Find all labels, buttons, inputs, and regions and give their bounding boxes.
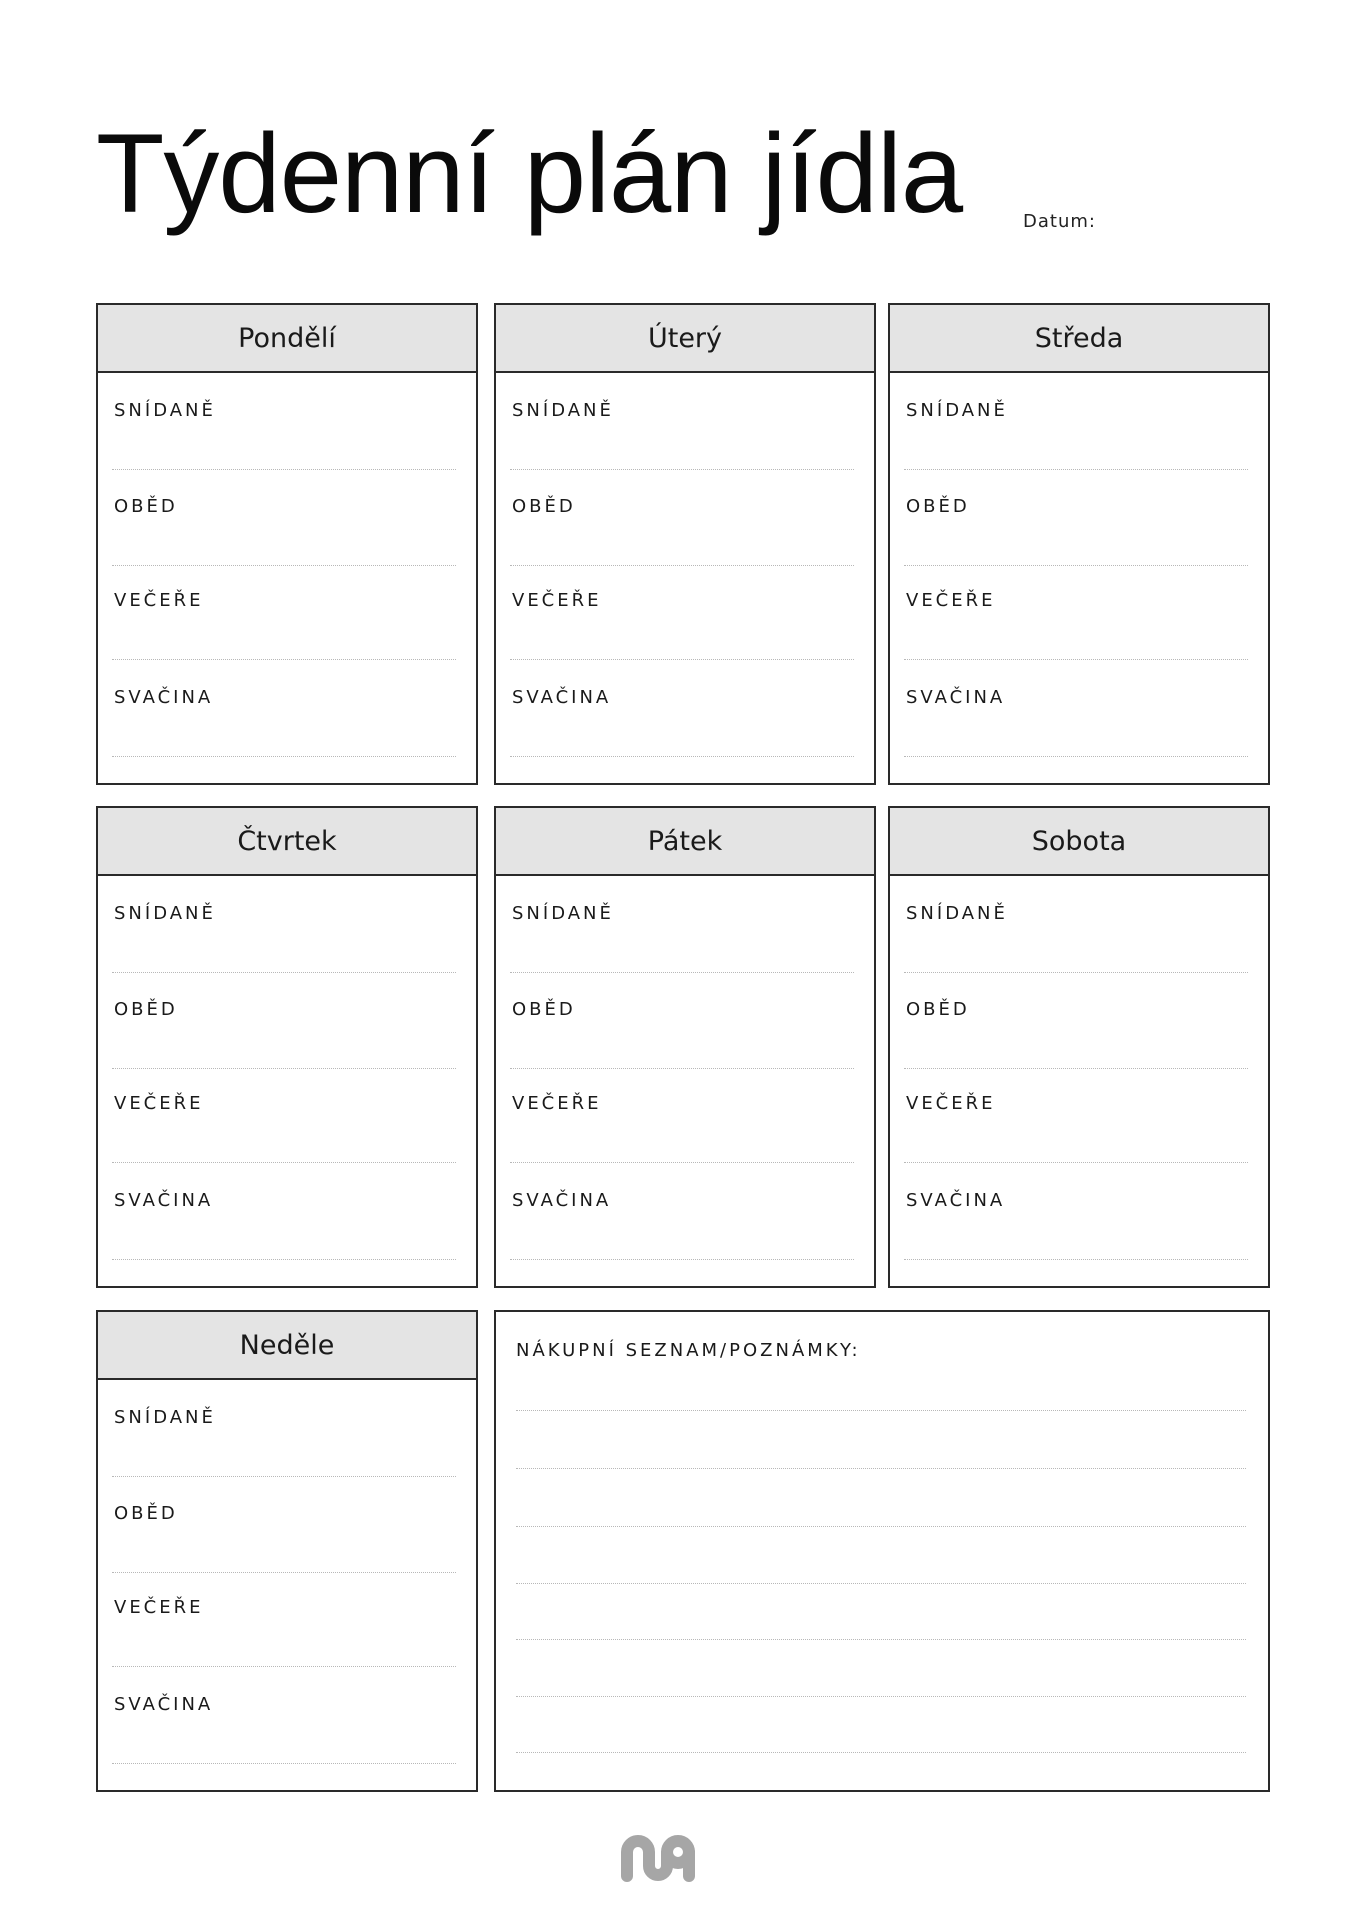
meal-label: VEČEŘE: [512, 590, 602, 611]
meal-row: [904, 662, 1248, 757]
meal-row: [510, 375, 854, 470]
write-line[interactable]: [904, 469, 1248, 470]
meal-label: OBĚD: [906, 999, 970, 1020]
write-line[interactable]: [904, 756, 1248, 757]
meal-row: [904, 565, 1248, 660]
day-title: Úterý: [496, 305, 874, 373]
date-label: Datum:: [1023, 211, 1096, 232]
day-card-streda: [888, 303, 1270, 785]
meal-label: OBĚD: [114, 1503, 178, 1524]
meal-row: [510, 974, 854, 1069]
write-line[interactable]: [112, 756, 456, 757]
meal-row: [510, 1165, 854, 1260]
meal-row: [904, 375, 1248, 470]
write-line[interactable]: [112, 469, 456, 470]
note-line[interactable]: [516, 1468, 1246, 1469]
meal-row: [112, 1478, 456, 1573]
write-line[interactable]: [112, 1763, 456, 1764]
meal-row: [112, 1382, 456, 1477]
meal-row: [904, 878, 1248, 973]
meal-label: OBĚD: [512, 496, 576, 517]
write-line[interactable]: [904, 972, 1248, 973]
day-title: Sobota: [890, 808, 1268, 876]
note-line[interactable]: [516, 1583, 1246, 1584]
write-line[interactable]: [904, 659, 1248, 660]
meal-label: OBĚD: [114, 496, 178, 517]
meal-label: SNÍDANĚ: [512, 400, 614, 421]
meal-label: SNÍDANĚ: [906, 400, 1008, 421]
meal-label: VEČEŘE: [114, 1597, 204, 1618]
meal-label: OBĚD: [512, 999, 576, 1020]
meal-label: VEČEŘE: [114, 590, 204, 611]
write-line[interactable]: [510, 1259, 854, 1260]
note-line[interactable]: [516, 1410, 1246, 1411]
meal-label: SVAČINA: [512, 687, 612, 708]
day-title: Pondělí: [98, 305, 476, 373]
write-line[interactable]: [112, 659, 456, 660]
notes-card: [494, 1310, 1270, 1792]
write-line[interactable]: [510, 1162, 854, 1163]
write-line[interactable]: [904, 1162, 1248, 1163]
write-line[interactable]: [510, 756, 854, 757]
meal-row: [510, 878, 854, 973]
day-card-sobota: [888, 806, 1270, 1288]
write-line[interactable]: [112, 972, 456, 973]
meal-row: [112, 1068, 456, 1163]
page-title: Týdenní plán jídla: [96, 111, 963, 236]
meal-label: OBĚD: [114, 999, 178, 1020]
meal-label: VEČEŘE: [512, 1093, 602, 1114]
meal-label: SVAČINA: [114, 687, 214, 708]
meal-label: SVAČINA: [114, 1190, 214, 1211]
meal-row: [112, 1669, 456, 1764]
meal-label: SNÍDANĚ: [512, 903, 614, 924]
day-title: Neděle: [98, 1312, 476, 1380]
meal-label: SNÍDANĚ: [906, 903, 1008, 924]
meal-label: SNÍDANĚ: [114, 1407, 216, 1428]
meal-row: [112, 1165, 456, 1260]
day-card-ctvrtek: [96, 806, 478, 1288]
write-line[interactable]: [510, 972, 854, 973]
write-line[interactable]: [510, 469, 854, 470]
write-line[interactable]: [510, 659, 854, 660]
notes-title: NÁKUPNÍ SEZNAM/POZNÁMKY:: [516, 1340, 861, 1361]
meal-row: [112, 662, 456, 757]
meal-row: [904, 471, 1248, 566]
meal-row: [112, 565, 456, 660]
day-title: Středa: [890, 305, 1268, 373]
meal-label: SNÍDANĚ: [114, 400, 216, 421]
write-line[interactable]: [112, 1476, 456, 1477]
day-card-patek: [494, 806, 876, 1288]
note-line[interactable]: [516, 1752, 1246, 1753]
meal-label: VEČEŘE: [906, 1093, 996, 1114]
meal-row: [112, 974, 456, 1069]
meal-label: VEČEŘE: [906, 590, 996, 611]
np-logo-icon: [619, 1826, 715, 1882]
meal-row: [510, 471, 854, 566]
meal-label: SVAČINA: [906, 1190, 1006, 1211]
note-line[interactable]: [516, 1526, 1246, 1527]
meal-row: [904, 1165, 1248, 1260]
meal-label: OBĚD: [906, 496, 970, 517]
meal-label: SVAČINA: [114, 1694, 214, 1715]
day-title: Čtvrtek: [98, 808, 476, 876]
meal-label: VEČEŘE: [114, 1093, 204, 1114]
meal-row: [904, 974, 1248, 1069]
logo-stroke: [627, 1841, 689, 1876]
write-line[interactable]: [904, 1259, 1248, 1260]
note-line[interactable]: [516, 1696, 1246, 1697]
write-line[interactable]: [112, 1259, 456, 1260]
meal-row: [904, 1068, 1248, 1163]
meal-row: [112, 1572, 456, 1667]
meal-row: [112, 878, 456, 973]
day-card-utery: [494, 303, 876, 785]
day-card-pondeli: [96, 303, 478, 785]
day-card-nedele: [96, 1310, 478, 1792]
meal-row: [510, 1068, 854, 1163]
meal-row: [112, 471, 456, 566]
meal-row: [112, 375, 456, 470]
meal-row: [510, 662, 854, 757]
meal-row: [510, 565, 854, 660]
write-line[interactable]: [112, 1666, 456, 1667]
meal-label: SVAČINA: [512, 1190, 612, 1211]
note-line[interactable]: [516, 1639, 1246, 1640]
day-title: Pátek: [496, 808, 874, 876]
write-line[interactable]: [112, 1162, 456, 1163]
meal-label: SVAČINA: [906, 687, 1006, 708]
meal-label: SNÍDANĚ: [114, 903, 216, 924]
